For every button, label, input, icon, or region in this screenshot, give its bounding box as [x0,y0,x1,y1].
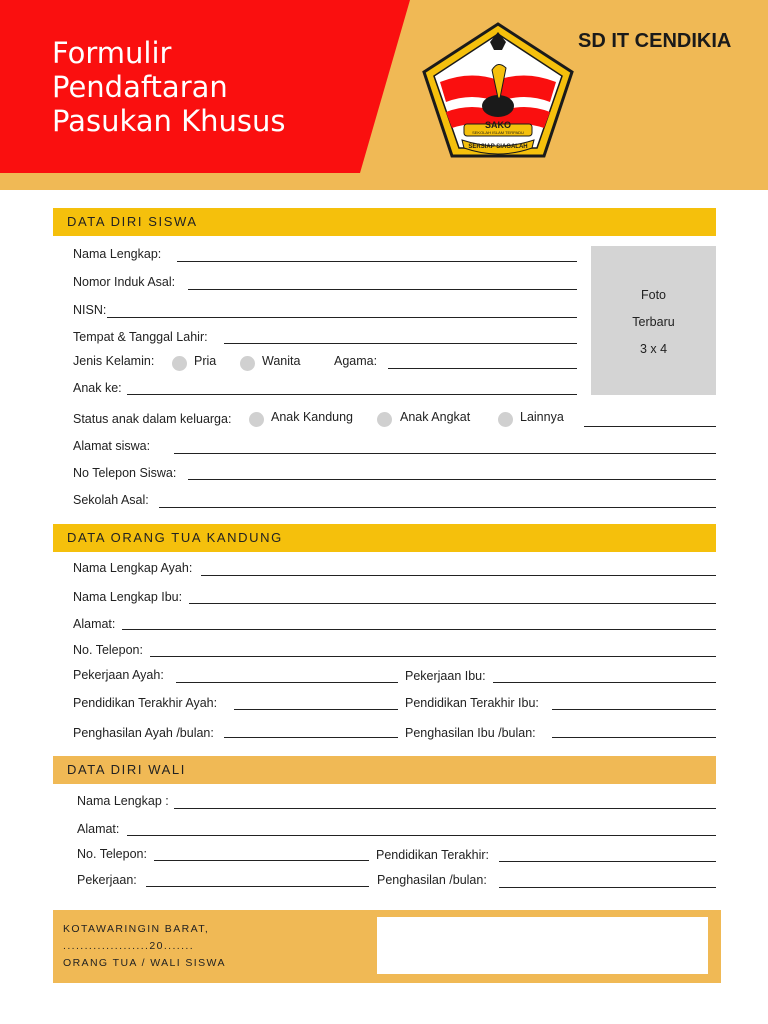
form-title [52,36,372,138]
input-guardian-address[interactable] [127,835,716,836]
label-religion: Agama: [334,354,378,368]
input-parent-address[interactable] [122,629,716,630]
label-mother-income: Penghasilan Ibu /bulan: [405,726,536,740]
label-female: Wanita [262,354,301,368]
label-school-origin: Sekolah Asal: [73,493,149,507]
title-line-2: Pendaftaran [52,70,228,104]
footer-text [63,921,226,972]
input-mother-edu[interactable] [552,709,716,710]
input-birth[interactable] [224,343,577,344]
label-parent-phone: No. Telepon: [73,643,143,657]
title-line-1: Formulir [52,36,172,70]
section-guardian-heading: DATA DIRI WALI [53,756,716,784]
label-birth: Tempat & Tanggal Lahir: [73,330,208,344]
input-child-order[interactable] [127,394,577,395]
title-line-3: Pasukan Khusus [52,104,286,138]
logo-text-sub: SEKOLAH ISLAM TERPADU [472,130,524,135]
label-guardian-phone: No. Telepon: [77,847,147,861]
photo-label-3: 3 x 4 [639,342,668,356]
input-father-edu[interactable] [234,709,398,710]
label-biological-child: Anak Kandung [271,410,354,424]
input-school-origin[interactable] [159,507,716,508]
section-student-heading: DATA DIRI SISWA [53,208,716,236]
label-nisn: NISN: [73,303,107,317]
input-guardian-job[interactable] [146,886,369,887]
label-family-status: Status anak dalam keluarga: [73,412,232,426]
signature-box[interactable] [377,917,708,974]
label-parent-address: Alamat: [73,617,116,631]
label-guardian-education: Pendidikan Terakhir: [376,848,490,862]
label-guardian-income: Penghasilan /bulan: [377,873,487,887]
input-other-status[interactable] [584,426,716,427]
input-mother-name[interactable] [189,603,716,604]
label-father-name: Nama Lengkap Ayah: [73,561,193,575]
input-origin-id[interactable] [188,289,577,290]
label-father-edu: Pendidikan Terakhir Ayah: [73,696,218,710]
radio-female[interactable] [240,356,255,371]
input-father-income[interactable] [224,737,398,738]
input-guardian-income[interactable] [499,887,716,888]
input-religion[interactable] [388,368,577,369]
label-guardian-name: Nama Lengkap : [77,794,169,808]
label-child-order: Anak ke: [73,381,122,395]
label-guardian-job: Pekerjaan: [77,873,137,887]
label-origin-id: Nomor Induk Asal: [73,275,176,289]
photo-label-1: Foto [640,288,666,302]
label-mother-name: Nama Lengkap Ibu: [73,590,183,604]
input-guardian-phone[interactable] [154,860,369,861]
label-mother-job: Pekerjaan Ibu: [405,669,486,683]
sako-logo [420,20,576,160]
label-student-phone: No Telepon Siswa: [73,466,177,480]
footer-signer: ORANG TUA / WALI SISWA [63,957,226,969]
input-mother-income[interactable] [552,737,716,738]
section-parents-heading: DATA ORANG TUA KANDUNG [53,524,716,552]
input-nisn[interactable] [107,317,577,318]
input-student-address[interactable] [174,453,716,454]
label-mother-edu: Pendidikan Terakhir Ibu: [405,696,539,710]
logo-motto: SERSIAP SIAGALAH [468,144,528,150]
input-guardian-name[interactable] [174,808,716,809]
logo-text-main: SAKO [484,120,512,130]
label-guardian-address: Alamat: [77,822,120,836]
input-student-phone[interactable] [188,479,716,480]
input-father-name[interactable] [201,575,716,576]
label-student-address: Alamat siswa: [73,439,151,453]
radio-male[interactable] [172,356,187,371]
input-mother-job[interactable] [493,682,716,683]
photo-label-2: Terbaru [632,315,675,329]
input-parent-phone[interactable] [150,656,716,657]
radio-other[interactable] [498,412,513,427]
radio-biological-child[interactable] [249,412,264,427]
radio-adopted-child[interactable] [377,412,392,427]
footer-date: ....................20....... [63,940,195,952]
footer-place: KOTAWARINGIN BARAT, [63,923,210,935]
input-full-name[interactable] [177,261,577,262]
label-male: Pria [194,354,217,368]
input-father-job[interactable] [176,682,398,683]
input-guardian-education[interactable] [499,861,716,862]
label-other: Lainnya [520,410,564,424]
label-gender: Jenis Kelamin: [73,354,155,368]
label-full-name: Nama Lengkap: [73,247,162,261]
label-adopted-child: Anak Angkat [400,410,471,424]
label-father-job: Pekerjaan Ayah: [73,668,164,682]
photo-placeholder [591,246,716,395]
label-father-income: Penghasilan Ayah /bulan: [73,726,214,740]
school-name: SD IT CENDIKIA [578,30,732,52]
